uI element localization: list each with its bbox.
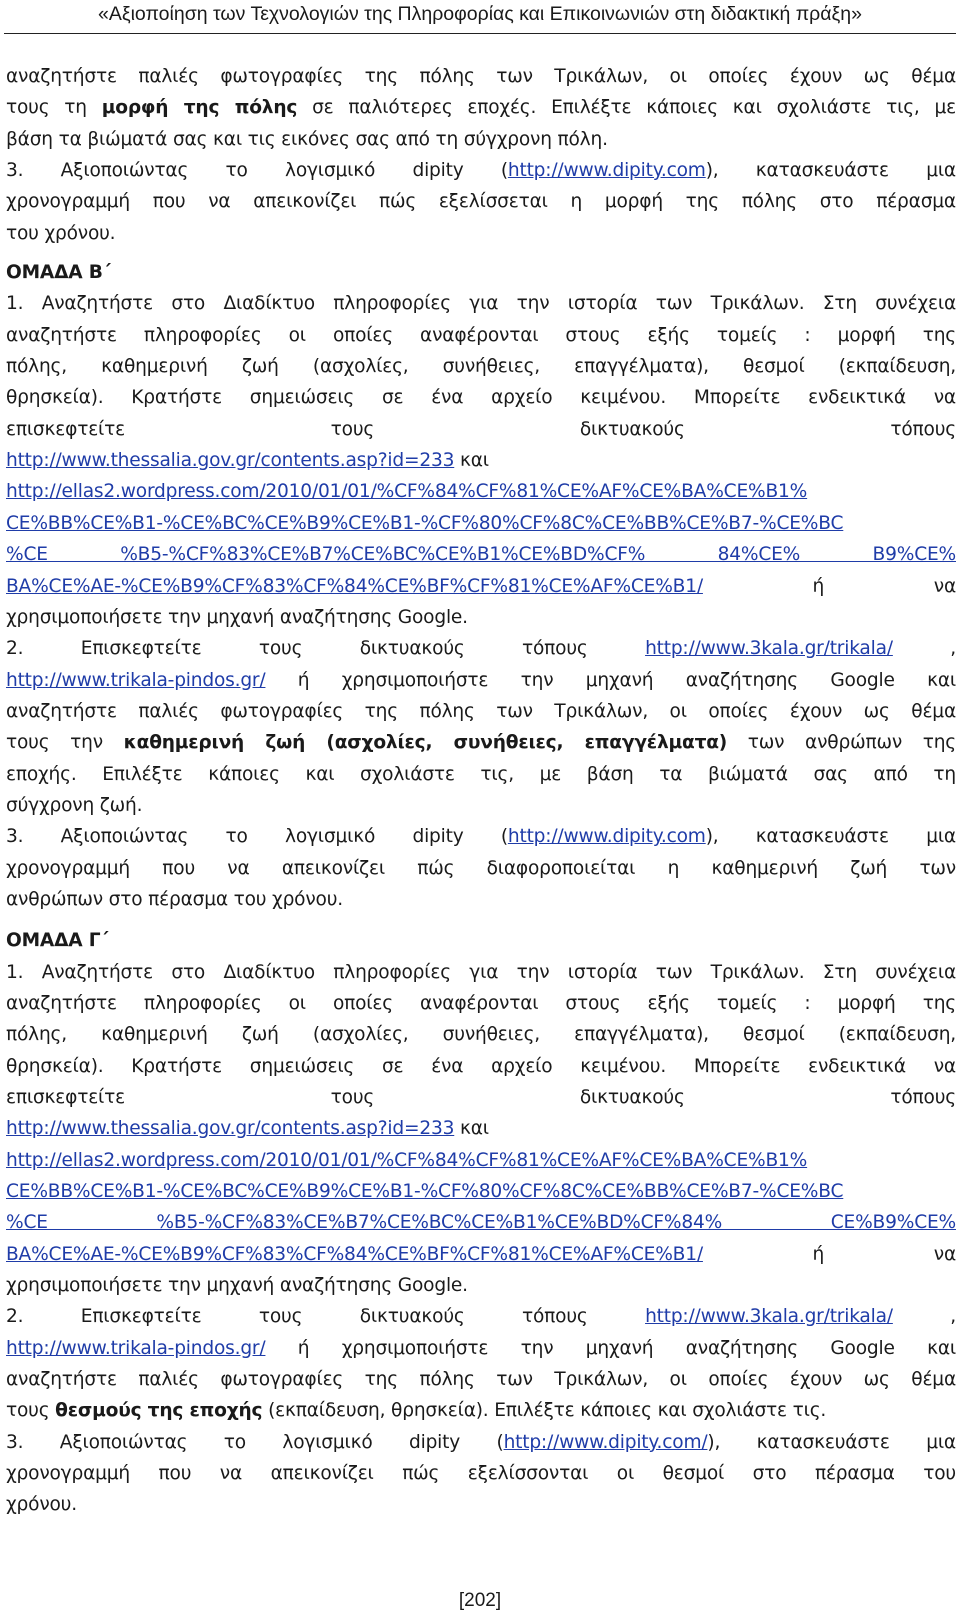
text-line: [6, 571, 956, 602]
text-line: σύγχρονη ζωή.: [6, 794, 143, 816]
text-run: σε παλιότερες εποχές. Επιλέξτε κάποιες και σχολιάστε τις, με: [297, 97, 956, 119]
text-run: ή να: [702, 575, 956, 597]
text-line: βάση τα βιώματά σας και τις εικόνες σας από τη σύγχρονη πόλη.: [6, 128, 608, 150]
page-number: [202]: [458, 1590, 502, 1611]
text-line: [6, 1427, 956, 1458]
trikala-pindos-link[interactable]: http://www.trikala-pindos.gr/: [6, 669, 266, 691]
text-run: 3. Αξιοποιώντας το λογισμικό dipity (: [6, 1431, 504, 1453]
text-run: και: [454, 1118, 489, 1140]
text-line: θρησκεία). Κρατήστε σημειώσεις σε ένα αρχείο κειμένου. Μπορείτε ενδεικτικά να: [6, 387, 956, 409]
text-run: (εκπαίδευση, θρησκεία). Επιλέξτε κάποιες και σχολιάστε τις.: [262, 1400, 827, 1422]
text-line: αναζητήστε πληροφορίες οι οποίες αναφέρονται στους εξής τομείς : μορφή της: [6, 324, 956, 346]
ellas2-link[interactable]: BA%CE%AE-%CE%B9%CF%83%CF%84%CE%BF%CF%81%CE%AF%CE%B1/: [6, 575, 703, 597]
ellas2-link[interactable]: CE%BB%CE%B1-%CE%BC%CE%B9%CE%B1-%CF%80%CF%8C%CE%BB%CE%B7-%CE%BC: [6, 512, 844, 534]
3kala-link[interactable]: http://www.3kala.gr/trikala/: [645, 638, 893, 660]
text-line: [6, 1333, 956, 1364]
text-line: αναζητήστε πληροφορίες οι οποίες αναφέρονται στους εξής τομείς : μορφή της: [6, 992, 956, 1014]
ellas2-link[interactable]: %CE %B5-%CF%83%CE%B7%CE%BC%CE%B1%CE%BD%CF% 84%CE% B9%CE%: [6, 544, 956, 566]
text-line: αναζητήστε παλιές φωτογραφίες της πόλης των Τρικάλων, οι οποίες έχουν ως θέμα: [6, 700, 956, 722]
text-run: ,: [892, 1306, 956, 1328]
text-run: ή να: [702, 1243, 956, 1265]
3kala-link[interactable]: http://www.3kala.gr/trikala/: [645, 1306, 893, 1328]
document-body: [6, 61, 956, 1521]
running-header: «Αξιοποίηση των Τεχνολογιών της Πληροφορίας και Επικοινωνιών στη διδακτική πράξη»: [98, 3, 862, 25]
text-line: 1. Αναζητήστε στο Διαδίκτυο πληροφορίες για την ιστορία των Τρικάλων. Στη συνέχεια: [6, 293, 956, 315]
text-line: ανθρώπων στο πέρασμα του χρόνου.: [6, 888, 343, 910]
text-run: των ανθρώπων της: [727, 732, 956, 754]
text-line: εποχής. Επιλέξτε κάποιες και σχολιάστε τις, με βάση τα βιώματά σας από τη: [6, 763, 956, 785]
ellas2-link[interactable]: %CE %B5-%CF%83%CE%B7%CE%BC%CE%B1%CE%BD%CF%84% CE%B9%CE%: [6, 1212, 956, 1234]
text-line: [6, 155, 956, 186]
bold-phrase: μορφή της πόλης: [101, 97, 298, 119]
trikala-pindos-link[interactable]: http://www.trikala-pindos.gr/: [6, 1337, 266, 1359]
text-run: ), κατασκευάστε μια: [705, 826, 956, 848]
text-line: αναζητήστε παλιές φωτογραφίες της πόλης των Τρικάλων, οι οποίες έχουν ως θέμα: [6, 66, 956, 87]
ellas2-link[interactable]: CE%BB%CE%B1-%CE%BC%CE%B9%CE%B1-%CF%80%CF%8C%CE%BB%CE%B7-%CE%BC: [6, 1181, 844, 1203]
text-line: [6, 92, 956, 123]
text-line: 1. Αναζητήστε στο Διαδίκτυο πληροφορίες για την ιστορία των Τρικάλων. Στη συνέχεια: [6, 961, 956, 983]
header-divider: [4, 33, 956, 34]
text-line: χρησιμοποιήσετε την μηχανή αναζήτησης Google.: [6, 1275, 468, 1297]
bold-phrase: θεσμούς της εποχής: [55, 1400, 263, 1422]
text-line: του χρόνου.: [6, 222, 116, 244]
text-line: [6, 476, 956, 507]
text-line: [6, 1113, 956, 1144]
text-line: πόλης, καθημερινή ζωή (ασχολίες, συνήθειες, επαγγέλματα), θεσμοί (εκπαίδευση,: [6, 356, 956, 378]
text-line: αναζητήστε παλιές φωτογραφίες της πόλης των Τρικάλων, οι οποίες έχουν ως θέμα: [6, 1369, 956, 1391]
ellas2-link[interactable]: http://ellas2.wordpress.com/2010/01/01/%CF%84%CF%81%CE%AF%CE%BA%CE%B1%: [6, 1149, 808, 1171]
text-line: επισκεφτείτε τους δικτυακούς τόπους: [6, 1087, 956, 1108]
text-run: ), κατασκευάστε μια: [707, 1431, 956, 1453]
ellas2-link[interactable]: http://ellas2.wordpress.com/2010/01/01/%CF%84%CF%81%CE%AF%CE%BA%CE%B1%: [6, 481, 808, 503]
text-line: [6, 445, 956, 476]
text-line: [6, 1239, 956, 1270]
text-line: χρονογραμμή που να απεικονίζει πώς διαφοροποιείται η καθημερινή ζωή των: [6, 857, 956, 879]
text-line: [6, 633, 956, 664]
text-line: [6, 727, 956, 758]
text-line: [6, 1176, 956, 1207]
text-run: 3. Αξιοποιώντας το λογισμικό dipity (: [6, 160, 508, 182]
dipity-link[interactable]: http://www.dipity.com: [507, 160, 706, 182]
text-line: [6, 1395, 956, 1426]
text-line: χρονογραμμή που να απεικονίζει πώς εξελίσσεται η μορφή της πόλης στο πέρασμα: [6, 191, 956, 213]
ellas2-link[interactable]: BA%CE%AE-%CE%B9%CF%83%CF%84%CE%BF%CF%81%CE%AF%CE%B1/: [6, 1243, 703, 1265]
thessalia-link[interactable]: http://www.thessalia.gov.gr/contents.asp?id=233: [6, 450, 455, 472]
text-line: [6, 665, 956, 696]
text-run: ή χρησιμοποιήστε την μηχανή αναζήτησης Google και: [265, 669, 956, 691]
text-run: τους τη: [6, 97, 102, 119]
bold-phrase: καθημερινή ζωή (ασχολίες, συνήθειες, επαγγέλματα): [123, 732, 728, 754]
text-run: και: [454, 450, 489, 472]
text-run: 3. Αξιοποιώντας το λογισμικό dipity (: [6, 826, 508, 848]
text-line: [6, 508, 956, 539]
text-line: [6, 539, 956, 570]
text-line: [6, 1301, 956, 1332]
text-line: χρόνου.: [6, 1494, 77, 1516]
text-run: ,: [892, 638, 956, 660]
text-line: χρονογραμμή που να απεικονίζει πώς εξελίσσονται οι θεσμοί στο πέρασμα του: [6, 1463, 956, 1485]
text-run: ), κατασκευάστε μια: [705, 160, 956, 182]
text-run: τους την: [6, 732, 124, 754]
text-run: 2. Επισκεφτείτε τους δικτυακούς τόπους: [6, 1306, 646, 1328]
text-line: [6, 1207, 956, 1238]
text-line: [6, 1145, 956, 1176]
text-line: επισκεφτείτε τους δικτυακούς τόπους: [6, 418, 956, 440]
group-c-heading: ΟΜΑΔΑ Γ΄: [6, 930, 109, 952]
text-line: χρησιμοποιήσετε την μηχανή αναζήτησης Google.: [6, 606, 468, 628]
thessalia-link[interactable]: http://www.thessalia.gov.gr/contents.asp?id=233: [6, 1118, 455, 1140]
dipity-link[interactable]: http://www.dipity.com: [507, 826, 706, 848]
dipity-link[interactable]: http://www.dipity.com/: [503, 1431, 708, 1453]
text-line: πόλης, καθημερινή ζωή (ασχολίες, συνήθειες, επαγγέλματα), θεσμοί (εκπαίδευση,: [6, 1024, 956, 1046]
group-b-heading: ΟΜΑΔΑ Β΄: [6, 262, 111, 284]
text-line: [6, 821, 956, 852]
text-run: τους: [6, 1400, 56, 1422]
text-line: θρησκεία). Κρατήστε σημειώσεις σε ένα αρχείο κειμένου. Μπορείτε ενδεικτικά να: [6, 1055, 956, 1077]
text-run: ή χρησιμοποιήστε την μηχανή αναζήτησης Google και: [265, 1337, 956, 1359]
text-run: 2. Επισκεφτείτε τους δικτυακούς τόπους: [6, 638, 646, 660]
